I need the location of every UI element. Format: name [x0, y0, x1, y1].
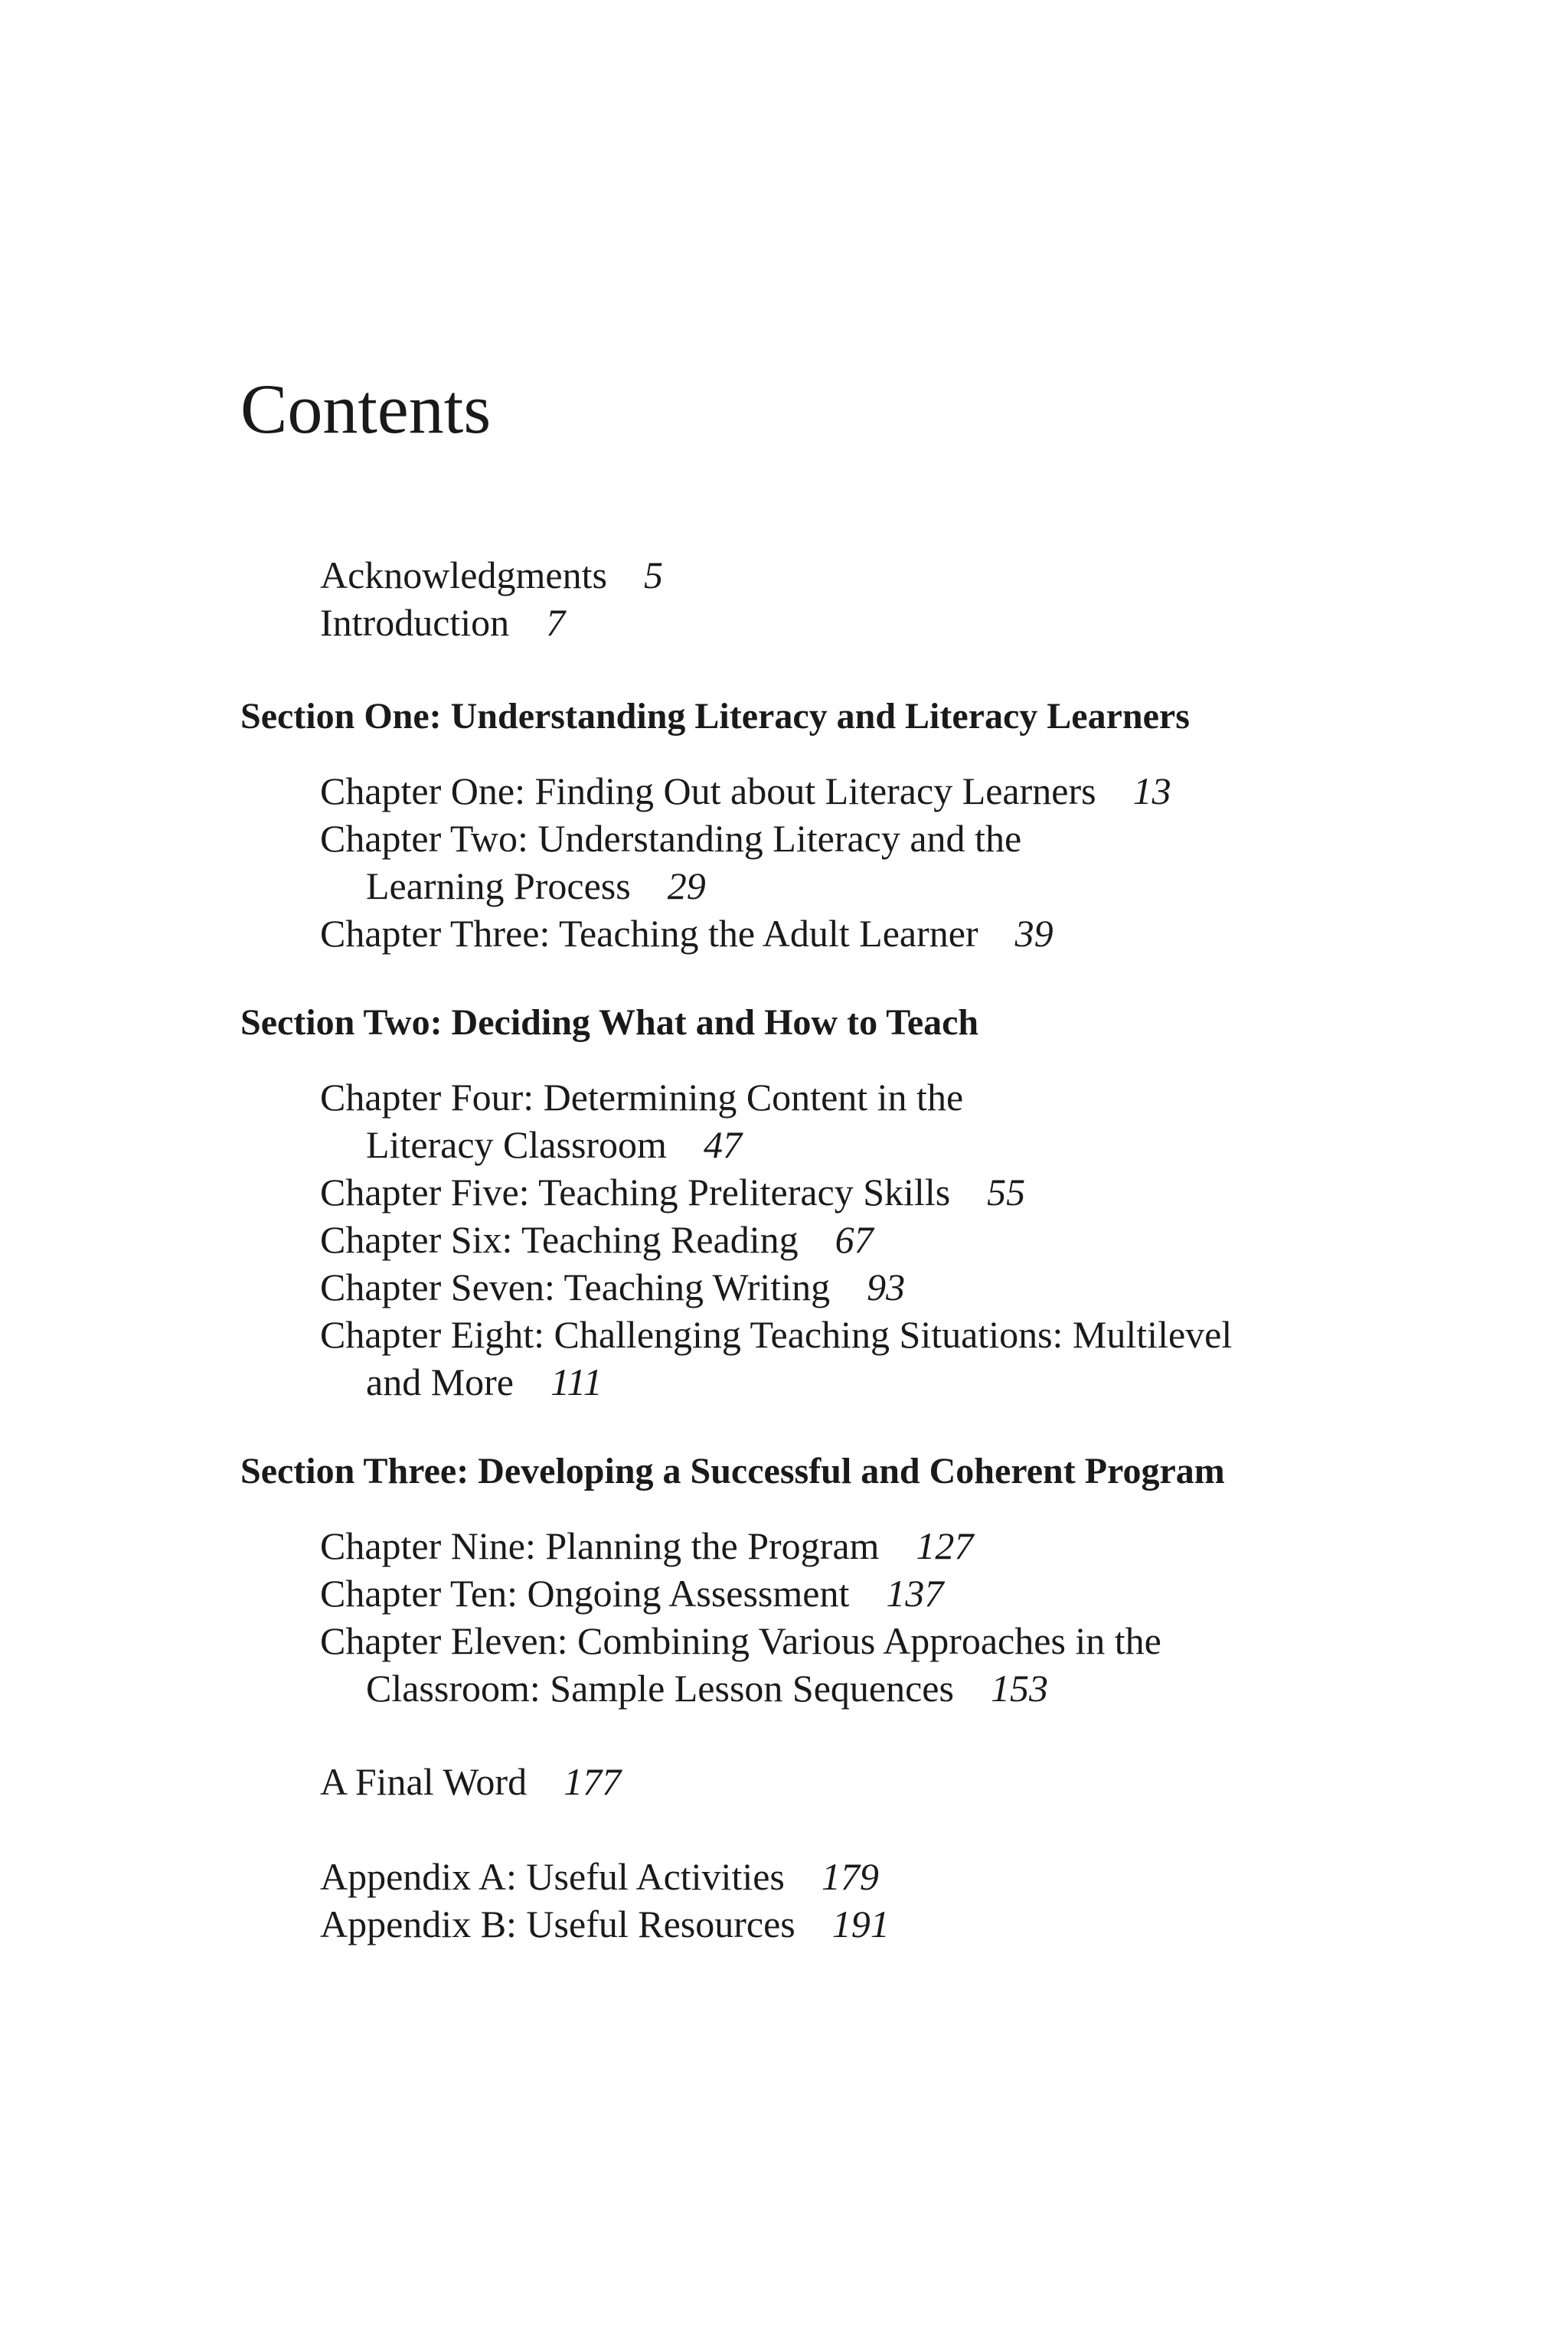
entry-title: Chapter Eight: Challenging Teaching Situations: Multilevel [320, 1313, 1233, 1356]
entry-title: Chapter Two: Understanding Literacy and the [320, 817, 1022, 860]
entry-title: Chapter One: Finding Out about Literacy Learners [320, 769, 1096, 812]
entry-page-number: 39 [1014, 912, 1054, 955]
entry-title-continued: Learning Process [366, 864, 631, 907]
toc-entry-introduction [320, 603, 565, 642]
entry-page-number: 93 [867, 1266, 906, 1308]
entry-title: Chapter Six: Teaching Reading [320, 1218, 799, 1261]
toc-entry-chapter-one [320, 769, 1171, 812]
entry-title-continued: and More [366, 1361, 514, 1403]
toc-entry-acknowledgments [320, 556, 663, 594]
toc-entry-chapter-four [320, 1076, 964, 1119]
section-heading-two: Section Two: Deciding What and How to Teach [240, 1002, 979, 1043]
entry-title: Introduction [320, 601, 510, 644]
toc-entry-chapter-seven [320, 1268, 905, 1306]
entry-page-number: 127 [916, 1524, 974, 1567]
toc-entry-chapter-ten [320, 1572, 944, 1615]
entry-page-number: 177 [564, 1760, 622, 1803]
entry-title: Chapter Eleven: Combining Various Approaches in the [320, 1619, 1161, 1662]
section-heading-one: Section One: Understanding Literacy and Literacy Learners [240, 696, 1190, 737]
entry-title: Chapter Five: Teaching Preliteracy Skills [320, 1171, 951, 1214]
entry-page-number: 29 [667, 864, 706, 907]
toc-entry-appendix-a [320, 1857, 879, 1896]
entry-title: Chapter Ten: Ongoing Assessment [320, 1572, 850, 1615]
toc-entry-chapter-three [320, 912, 1054, 955]
section-heading-three: Section Three: Developing a Successful and Coherent Program [240, 1451, 1225, 1491]
toc-entry-appendix-b [320, 1905, 890, 1943]
entry-page-number: 7 [546, 601, 566, 644]
toc-entry-chapter-eleven-continued [366, 1667, 1048, 1710]
toc-entry-chapter-four-continued [366, 1125, 742, 1164]
entry-title-continued: Classroom: Sample Lesson Sequences [366, 1667, 954, 1710]
toc-entry-chapter-two-continued [366, 864, 706, 907]
entry-page-number: 5 [643, 554, 663, 596]
entry-page-number: 153 [990, 1667, 1048, 1710]
toc-entry-chapter-eight-continued [366, 1363, 603, 1401]
toc-entry-chapter-six [320, 1220, 874, 1259]
entry-title: Appendix B: Useful Resources [320, 1903, 795, 1945]
entry-title: Appendix A: Useful Activities [320, 1855, 785, 1898]
toc-entry-chapter-five [320, 1171, 1026, 1214]
toc-entry-chapter-two [320, 819, 1021, 858]
entry-title: Chapter Four: Determining Content in the [320, 1076, 964, 1119]
entry-page-number: 55 [987, 1171, 1026, 1214]
entry-title: Chapter Nine: Planning the Program [320, 1524, 880, 1567]
toc-entry-chapter-nine [320, 1524, 974, 1567]
entry-title: Acknowledgments [320, 554, 607, 596]
toc-entry-chapter-eleven [320, 1619, 1161, 1662]
entry-page-number: 67 [835, 1218, 874, 1261]
entry-page-number: 13 [1132, 769, 1171, 812]
toc-entry-final-word [320, 1762, 621, 1801]
toc-entry-chapter-eight [320, 1315, 1232, 1354]
entry-title: Chapter Three: Teaching the Adult Learner [320, 912, 978, 955]
page-title: Contents [240, 370, 492, 448]
entry-title: A Final Word [320, 1760, 528, 1803]
entry-page-number: 137 [886, 1572, 944, 1615]
entry-page-number: 179 [821, 1855, 879, 1898]
entry-title: Chapter Seven: Teaching Writing [320, 1266, 831, 1308]
entry-page-number: 47 [703, 1123, 742, 1166]
entry-title-continued: Literacy Classroom [366, 1123, 667, 1166]
entry-page-number: 191 [831, 1903, 890, 1945]
entry-page-number: 111 [550, 1361, 603, 1403]
